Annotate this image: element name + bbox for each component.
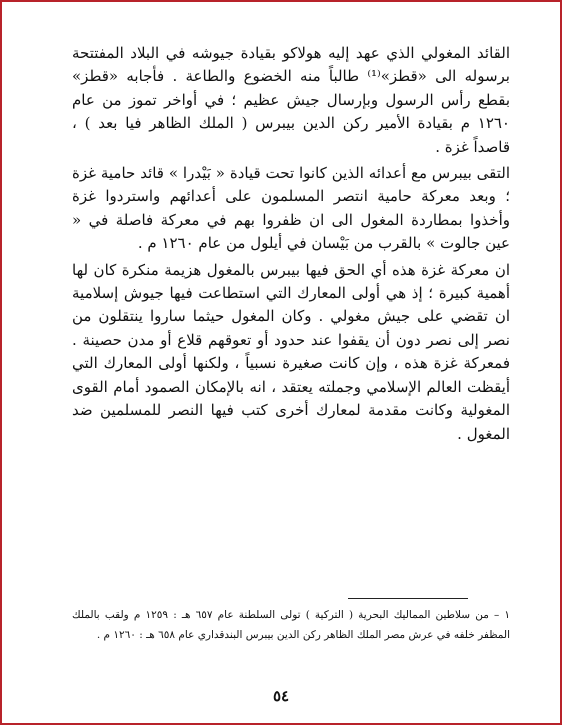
page-content <box>2 2 560 723</box>
paragraph-2: التقى بيبرس مع أعدائه الذين كانوا تحت قيادة « بَيْدرا » قائد حامية غزة ؛ وبعد معركة حامية انتصر المسلمون على أعدائهم واستردوا غزة وأخذوا بمطاردة المغول الى ان ظفروا بهم في معركة فاصلة في « عين جالوت » بالقرب من بَيْسان في أيلول من عام ١٢٦٠ م . <box>72 164 510 253</box>
paragraph-1: القائد المغولي الذي عهد إليه هولاكو بقيادة جيوشه في البلاد المفتتحة برسوله الى «قطز»⁽¹⁾ طالباً منه الخضوع والطاعة . فأجابه «قطز» بقطع رأس الرسول وبإرسال جيش عظيم ؛ في أواخر تموز من عام ١٢٦٠ م بقيادة الأمير ركن الدين بيبرس ( الملك الظاهر فيا بعد ) ، قاصداً غزة . <box>72 44 510 156</box>
page-number: ٥٤ <box>272 687 290 705</box>
footnote-text: ١ – من سلاطين المماليك البحرية ( التركية ) تولى السلطنة عام ٦٥٧ هـ : ١٢٥٩ م ولقب بالملك المظفر خلفه في عرش مصر الملك الظاهر ركن الدين بيبرس البندقداري عام ٦٥٨ هـ : ١٢٦٠ م . <box>72 609 510 641</box>
footnote <box>72 605 510 645</box>
footnote-separator <box>348 598 468 599</box>
paragraph-3: ان معركة غزة هذه أي الحق فيها بيبرس بالمغول هزيمة منكرة كان لها أهمية كبيرة ؛ إذ هي أولى المعارك التي استطاعت فيها جيوش إسلامية ان تقضي على جيش مغولي . وكان المغول حيثما ساروا ينتقلون من نصر إلى نصر دون أن يقفوا عند حدود أو تعوقهم قلاع أو مدن حصينة . فمعركة غزة هذه ، وإن كانت صغيرة نسبياً ، ولكنها أولى المعارك التي أيقظت العالم الإسلامي وجملته يعتقد ، انه بالإمكان الصمود أمام القوى المغولية وكانت مقدمة لمعارك أخرى كتب فيها النصر للمسلمين ضد المغول . <box>72 260 510 443</box>
body-text <box>72 42 510 446</box>
